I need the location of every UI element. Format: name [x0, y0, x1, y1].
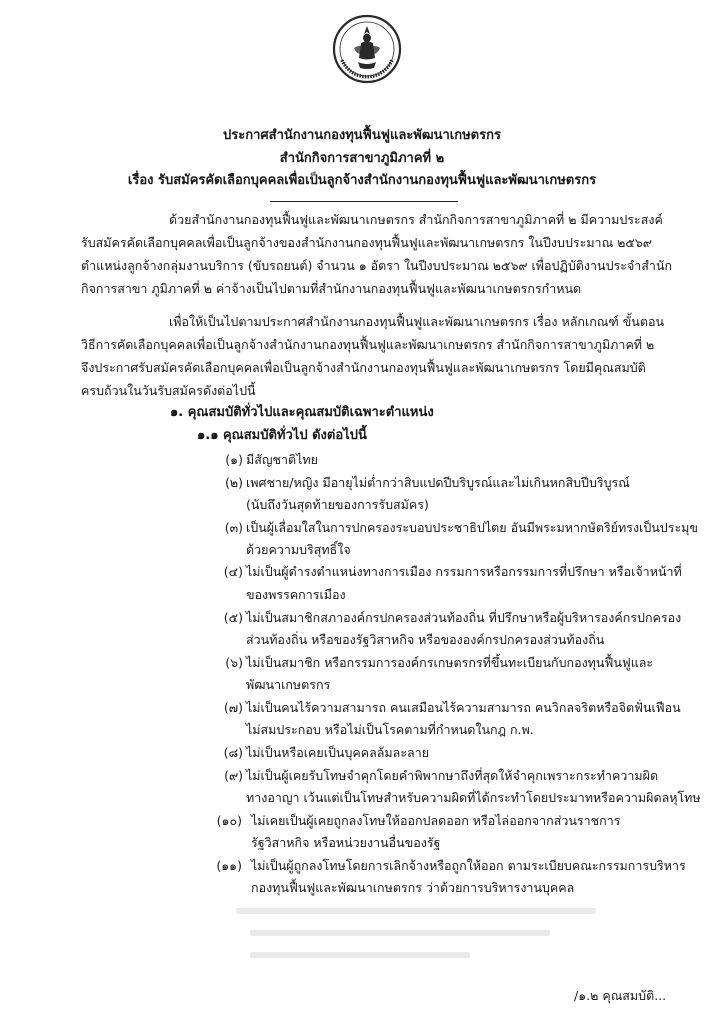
item-text: กองทุนฟื้นฟูและพัฒนาเกษตรกร ว่าด้วยการบริหารงานบุคคล: [251, 880, 575, 895]
item-number: (๒): [225, 475, 243, 490]
item-text: ไม่เป็นผู้ดำรงตำแหน่งทางการเมือง กรรมการหรือกรรมการที่ปรึกษา หรือเจ้าหน้าที่: [246, 564, 682, 579]
paragraph1-line: กิจการสาขา ภูมิภาคที่ ๒ ค่าจ้างเป็นไปตามที่สำนักงานกองทุนฟื้นฟูและพัฒนาเกษตรกรกำหนด: [81, 281, 582, 296]
item-text: มีสัญชาติไทย: [246, 452, 318, 467]
section-heading-1: ๑. คุณสมบัติทั่วไปและคุณสมบัติเฉพาะตำแหน่ง: [170, 405, 434, 420]
item-text: ด้วยความบริสุทธิ์ใจ: [246, 542, 351, 557]
item-text: ทางอาญา เว้นแต่เป็นโทษสำหรับความผิดที่ได้กระทำโดยประมาทหรือความผิดลหุโทษ: [246, 790, 701, 805]
item-text: พัฒนาเกษตรกร: [246, 677, 331, 692]
paragraph1-line: ตำแหน่งลูกจ้างกลุ่มงานบริการ (ขับรถยนต์) จำนวน ๑ อัตรา ในปีงบประมาณ ๒๕๖๙ เพื่อปฏิบัติงานประจำสำนัก: [81, 258, 673, 273]
item-number: (๗): [223, 700, 243, 715]
item-number: (๑): [225, 452, 243, 467]
item-text: ไม่เป็นผู้เคยรับโทษจำคุกโดยคำพิพากษาถึงที่สุดให้จำคุกเพราะกระทำความผิด: [246, 768, 659, 783]
item-text: ไม่เคยเป็นผู้เคยถูกลงโทษให้ออกปลดออก หรือไล่ออกจากส่วนราชการ: [251, 813, 621, 828]
bleed-through-mark: [236, 908, 596, 914]
item-text: (นับถึงวันสุดท้ายของการรับสมัคร): [246, 497, 429, 512]
header-divider: [270, 201, 458, 202]
item-number: (๕): [223, 610, 243, 625]
paragraph2-line: จึงประกาศรับสมัครคัดเลือกบุคคลเพื่อเป็นลูกจ้างสำนักงานกองทุนฟื้นฟูและพัฒนาเกษตรกร โดยมีคุณสมบัติ: [81, 360, 646, 375]
item-number: (๘): [223, 745, 243, 760]
item-text: เพศชาย/หญิง มีอายุไม่ต่ำกว่าสิบแปดปีบริบูรณ์และไม่เกินหกสิบปีบริบูรณ์: [246, 475, 630, 490]
item-number: (๑๑): [216, 858, 242, 873]
bleed-through-mark: [250, 952, 470, 958]
announcement-subject: เรื่อง รับสมัครคัดเลือกบุคคลเพื่อเป็นลูกจ้างสำนักงานกองทุนฟื้นฟูและพัฒนาเกษตรกร: [127, 173, 597, 188]
item-number: (๙): [224, 768, 243, 783]
item-number: (๑๐): [216, 813, 242, 828]
item-number: (๖): [225, 655, 243, 670]
item-text: ของพรรคการเมือง: [246, 587, 346, 602]
bleed-through-mark: [250, 930, 550, 936]
continuation-marker: /๑.๒ คุณสมบัติ...: [574, 988, 667, 1003]
item-text: ไม่เป็นสมาชิกสภาองค์กรปกครองส่วนท้องถิ่น ที่ปรึกษาหรือผู้บริหารองค์กรปกครอง: [246, 610, 682, 625]
item-text: ไม่สมประกอบ หรือไม่เป็นโรคตามที่กำหนดในกฎ ก.พ.: [246, 722, 534, 737]
item-text: ไม่เป็นคนไร้ความสามารถ คนเสมือนไร้ความสามารถ คนวิกลจริตหรือจิตฟั่นเฟือน: [246, 700, 681, 715]
item-text: ไม่เป็นหรือเคยเป็นบุคคลล้มละลาย: [246, 745, 430, 760]
item-text: เป็นผู้เลื่อมใสในการปกครองระบอบประชาธิปไตย อันมีพระมหากษัตริย์ทรงเป็นประมุข: [246, 520, 698, 535]
announcement-title-line2: สำนักกิจการสาขาภูมิภาคที่ ๒: [279, 151, 445, 166]
item-text: ไม่เป็นสมาชิก หรือกรรมการองค์กรเกษตรกรที่ขึ้นทะเบียนกับกองทุนฟื้นฟูและ: [246, 655, 654, 670]
paragraph2-line: ครบถ้วนในวันรับสมัครดังต่อไปนี้: [81, 383, 256, 398]
paragraph2-line: เพื่อให้เป็นไปตามประกาศสำนักงานกองทุนฟื้นฟูและพัฒนาเกษตรกร เรื่อง หลักเกณฑ์ ขั้นตอน: [169, 314, 665, 329]
announcement-title-line1: ประกาศสำนักงานกองทุนฟื้นฟูและพัฒนาเกษตรกร: [223, 128, 501, 143]
paragraph1-line: ด้วยสำนักงานกองทุนฟื้นฟูและพัฒนาเกษตรกร สำนักกิจการสาขาภูมิภาคที่ ๒ มีความประสงค์: [169, 212, 663, 227]
item-number: (๔): [223, 564, 243, 579]
section-heading-1-1: ๑.๑ คุณสมบัติทั่วไป ดังต่อไปนี้: [197, 428, 367, 443]
paragraph2-line: วิธีการคัดเลือกบุคคลเพื่อเป็นลูกจ้างสำนักงานกองทุนฟื้นฟูและพัฒนาเกษตรกร สำนักกิจการสาขาภูมิภาคที่ ๒: [81, 337, 655, 352]
item-text: ไม่เป็นผู้ถูกลงโทษโดยการเลิกจ้างหรือถูกให้ออก ตามระเบียบคณะกรรมการบริหาร: [251, 858, 686, 873]
paragraph1-line: รับสมัครคัดเลือกบุคคลเพื่อเป็นลูกจ้างของสำนักงานกองทุนฟื้นฟูและพัฒนาเกษตรกร ในปีงบประมาณ ๒๕๖๙: [81, 235, 652, 250]
item-text: รัฐวิสาหกิจ หรือหน่วยงานอื่นของรัฐ: [251, 835, 441, 850]
item-number: (๓): [224, 520, 243, 535]
item-text: ส่วนท้องถิ่น หรือของรัฐวิสาหกิจ หรือขององค์กรปกครองส่วนท้องถิ่น: [246, 632, 605, 647]
agency-seal-logo: [332, 14, 402, 84]
